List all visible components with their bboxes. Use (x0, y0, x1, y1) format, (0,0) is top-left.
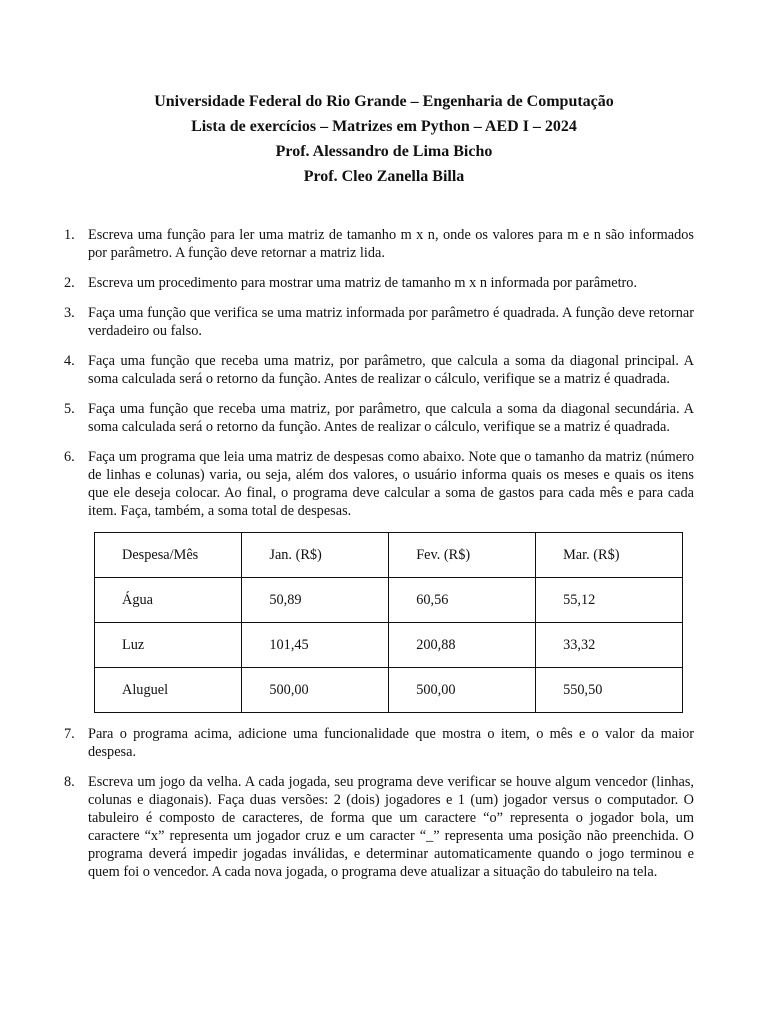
professor-name-2: Prof. Cleo Zanella Billa (303, 168, 465, 185)
table-cell: 55,12 (536, 578, 683, 623)
exercise-text: Escreva uma função para ler uma matriz de tamanho m x n, onde os valores para m e n são informados por parâmetro. A função deve retornar a matriz lida. (88, 227, 694, 261)
exercise-text: Faça uma função que verifica se uma matriz informada por parâmetro é quadrada. A função deve retornar verdadeiro ou falso. (88, 305, 694, 339)
expense-table-wrapper (94, 532, 694, 713)
exercise-item-6 (64, 448, 694, 520)
exercise-number: 3. (64, 305, 75, 321)
table-cell: Luz (95, 623, 242, 668)
document-header (0, 89, 768, 189)
exercise-text: Escreva um procedimento para mostrar uma matriz de tamanho m x n informada por parâmetro. (88, 275, 638, 291)
table-cell: Aluguel (95, 668, 242, 713)
exercise-item-3 (64, 304, 694, 340)
exercise-number: 8. (64, 774, 75, 790)
professor-name-1: Prof. Alessandro de Lima Bicho (275, 143, 493, 160)
table-cell: 550,50 (536, 668, 683, 713)
table-cell: 101,45 (242, 623, 389, 668)
table-cell: 33,32 (536, 623, 683, 668)
table-row (95, 623, 683, 668)
table-cell: 200,88 (389, 623, 536, 668)
exercise-number: 1. (64, 227, 75, 243)
university-title: Universidade Federal do Rio Grande – Engenharia de Computação (154, 93, 614, 110)
exercise-text: Para o programa acima, adicione uma funcionalidade que mostra o item, o mês e o valor da maior despesa. (88, 726, 694, 760)
exercise-item-1 (64, 226, 694, 262)
table-cell: 500,00 (242, 668, 389, 713)
exercise-item-2 (64, 274, 694, 292)
table-cell: 50,89 (242, 578, 389, 623)
exercise-text: Escreva um jogo da velha. A cada jogada, seu programa deve verificar se houve algum vencedor (linhas, colunas e diagonais). Faça duas versões: 2 (dois) jogadores e 1 (um) jogador versus o computador. O tabuleiro é composto de caracteres, de forma que um caractere “o” representa o jogador bola, um caractere “x” representa um jogador cruz e um caracter “_” representa uma posição não preenchida. O programa deverá impedir jogadas inválidas, e determinar automaticamente quando o jogo terminou e quem foi o vencedor. A cada nova jogada, o programa deve atualizar a situação do tabuleiro na tela. (88, 774, 694, 880)
exercise-text: Faça um programa que leia uma matriz de despesas como abaixo. Note que o tamanho da matriz (número de linhas e colunas) varia, ou seja, além dos valores, o usuário informa quais os meses e quais os itens que ele deseja colocar. Ao final, o programa deve calcular a soma de gastos para cada mês e para cada item. Faça, também, a soma total de despesas. (88, 449, 694, 519)
exercise-text: Faça uma função que receba uma matriz, por parâmetro, que calcula a soma da diagonal principal. A soma calculada será o retorno da função. Antes de realizar o cálculo, verifique se a matriz é quadrada. (88, 353, 694, 387)
exercise-item-5 (64, 400, 694, 436)
table-header-row (95, 533, 683, 578)
table-header-cell: Jan. (R$) (242, 533, 389, 578)
exercise-number: 4. (64, 353, 75, 369)
exercise-list-title: Lista de exercícios – Matrizes em Python – AED I – 2024 (191, 118, 577, 135)
exercise-text: Faça uma função que receba uma matriz, por parâmetro, que calcula a soma da diagonal secundária. A soma calculada será o retorno da função. Antes de realizar o cálculo, verifique se a matriz é quadrada. (88, 401, 694, 435)
table-header-cell: Mar. (R$) (536, 533, 683, 578)
exercise-item-8 (64, 773, 694, 881)
exercise-item-4 (64, 352, 694, 388)
exercise-item-7 (64, 725, 694, 761)
expense-table (94, 532, 683, 713)
exercise-number: 5. (64, 401, 75, 417)
table-row (95, 578, 683, 623)
table-row (95, 668, 683, 713)
exercise-number: 7. (64, 726, 75, 742)
table-cell: 500,00 (389, 668, 536, 713)
table-cell: 60,56 (389, 578, 536, 623)
table-header-cell: Fev. (R$) (389, 533, 536, 578)
exercise-number: 2. (64, 275, 75, 291)
exercise-number: 6. (64, 449, 75, 465)
table-cell: Água (95, 578, 242, 623)
table-header-cell: Despesa/Mês (95, 533, 242, 578)
exercise-list (64, 226, 694, 893)
